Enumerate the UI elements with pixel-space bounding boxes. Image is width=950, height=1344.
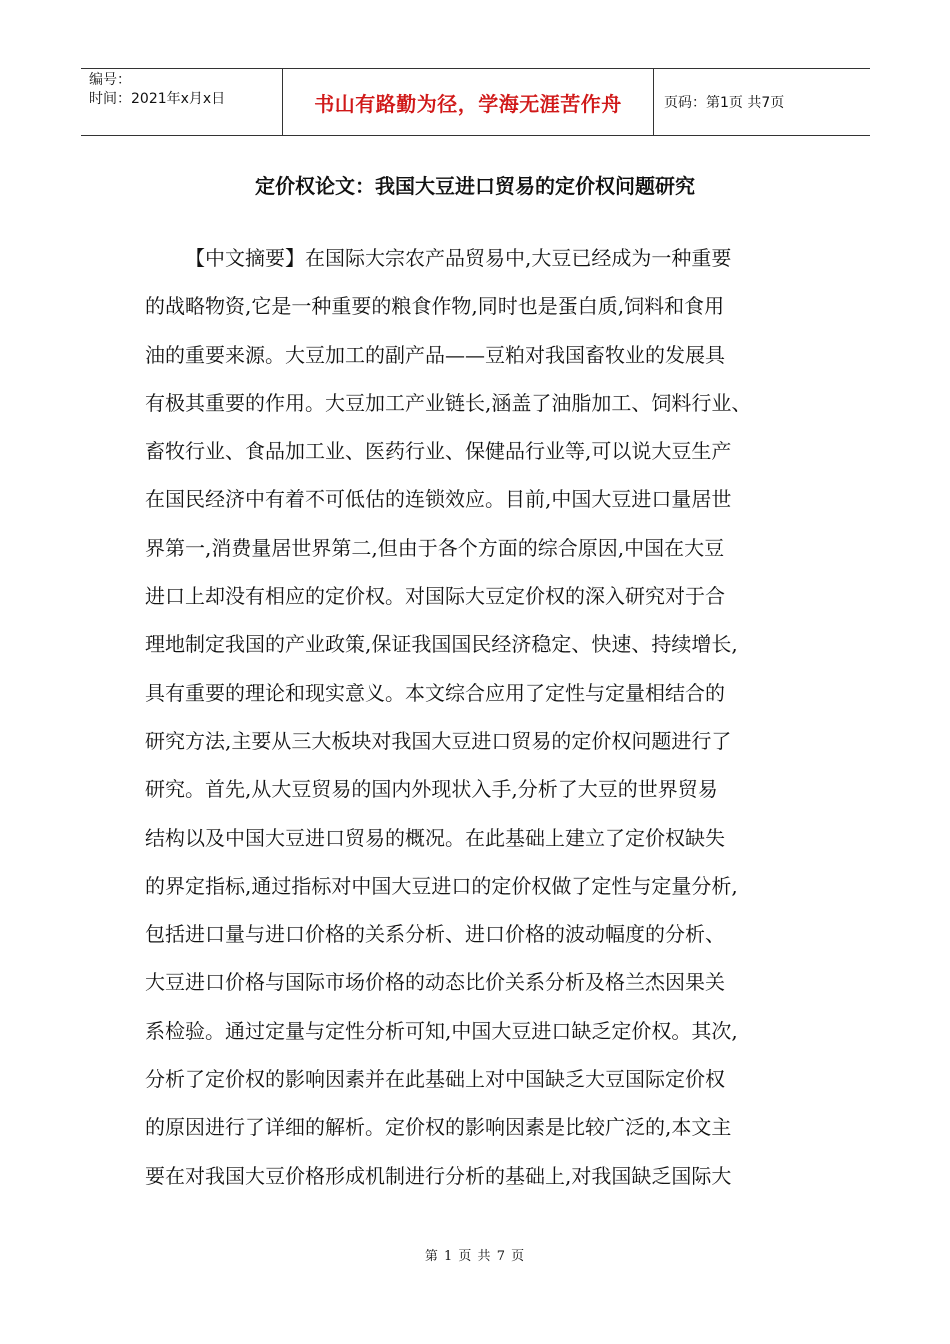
page-header-table: [81, 68, 870, 136]
body-line: 系检验。通过定量与定性分析可知,中国大豆进口缺乏定价权。其次,: [145, 1018, 738, 1043]
body-line: 在国民经济中有着不可低估的连锁效应。目前,中国大豆进口量居世: [145, 487, 732, 512]
header-page-info: 页码：第1页 共7页: [664, 95, 785, 111]
body-line: 理地制定我国的产业政策,保证我国国民经济稳定、快速、持续增长,: [145, 632, 738, 657]
body-line: 的原因进行了详细的解析。定价权的影响因素是比较广泛的,本文主: [145, 1115, 732, 1140]
body-line: 畜牧行业、食品加工业、医药行业、保健品行业等,可以说大豆生产: [145, 439, 732, 464]
header-date-label: 时间：2021年x月x日: [89, 91, 226, 107]
document-title: 定价权论文：我国大豆进口贸易的定价权问题研究: [255, 174, 695, 198]
body-line: 有极其重要的作用。大豆加工产业链长,涵盖了油脂加工、饲料行业、: [145, 390, 752, 415]
body-line: 的界定指标,通过指标对中国大豆进口的定价权做了定性与定量分析,: [145, 873, 738, 898]
body-line: 研究。首先,从大豆贸易的国内外现状入手,分析了大豆的世界贸易: [145, 777, 718, 802]
body-line: 要在对我国大豆价格形成机制进行分析的基础上,对我国缺乏国际大: [145, 1163, 732, 1188]
body-line: 具有重要的理论和现实意义。本文综合应用了定性与定量相结合的: [145, 680, 725, 705]
body-line: 油的重要来源。大豆加工的副产品——豆粕对我国畜牧业的发展具: [145, 342, 725, 367]
body-line: 界第一,消费量居世界第二,但由于各个方面的综合原因,中国在大豆: [145, 535, 725, 560]
body-line: 进口上却没有相应的定价权。对国际大豆定价权的深入研究对于合: [145, 584, 725, 609]
body-line: 【中文摘要】在国际大宗农产品贸易中,大豆已经成为一种重要: [185, 246, 732, 270]
body-line: 结构以及中国大豆进口贸易的概况。在此基础上建立了定价权缺失: [145, 825, 725, 850]
header-meta-cell: [81, 69, 282, 135]
body-line: 大豆进口价格与国际市场价格的动态比价关系分析及格兰杰因果关: [145, 970, 725, 995]
header-motto: 书山有路勤为径，学海无涯苦作舟: [282, 69, 654, 135]
header-number-label: 编号：: [89, 72, 131, 88]
body-line: 分析了定价权的影响因素并在此基础上对中国缺乏大豆国际定价权: [145, 1067, 725, 1092]
body-line: 的战略物资,它是一种重要的粮食作物,同时也是蛋白质,饲料和食用: [145, 294, 725, 319]
abstract-body: [145, 242, 835, 1208]
body-line: 研究方法,主要从三大板块对我国大豆进口贸易的定价权问题进行了: [145, 728, 732, 753]
body-line: 包括进口量与进口价格的关系分析、进口价格的波动幅度的分析、: [145, 922, 725, 947]
page-footer: 第 1 页 共 7 页: [424, 1249, 526, 1264]
